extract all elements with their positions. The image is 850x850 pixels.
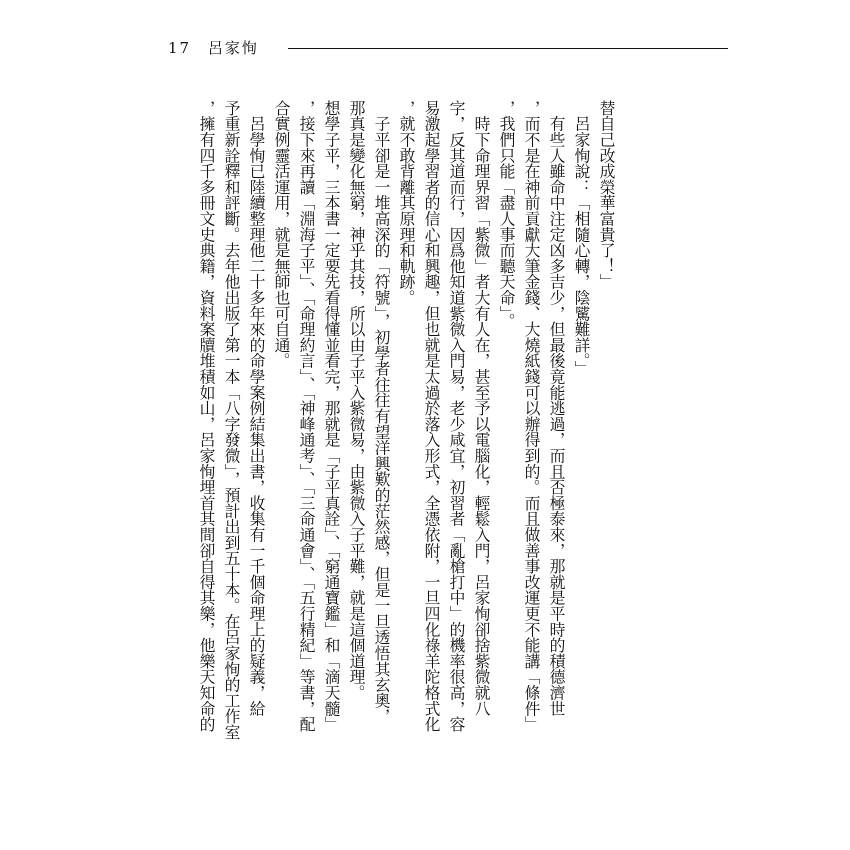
text-column: 字，反其道而行，因爲他知道紫微入門易，老少咸宜，初習者「亂槍打中」的機率很高，容 bbox=[447, 100, 466, 732]
text-column: 合實例靈活運用，就是無師也可自通。 bbox=[272, 100, 291, 369]
text-column: ，就不敢背離其原理和軌跡。 bbox=[397, 100, 416, 306]
text-column: 予重新詮釋和評斷。去年他出版了第一本「八字發微」，預計出到五十本。在呂家恂的工作室 bbox=[222, 100, 241, 740]
text-column: 有些人雖命中注定凶多吉少，但最後竟能逃過，而且否極泰來，那就是平時的積德濟世 bbox=[547, 100, 566, 717]
text-column: 替自己改成榮華富貴了！」 bbox=[597, 100, 616, 290]
text-column: 易激起學習者的信心和興趣，但也就是太過於落入形式，全憑依附，一旦四化祿羊陀格式化 bbox=[422, 100, 441, 732]
text-column: ，擁有四千多冊文史典籍，資料案牘堆積如山，呂家恂埋首其間卻自得其樂，他樂天知命的 bbox=[197, 100, 216, 732]
page-number: 17 bbox=[168, 39, 192, 57]
running-header bbox=[168, 38, 259, 58]
text-column: 呂家恂說：「相隨心轉，陰騭難詳。」 bbox=[572, 100, 591, 377]
text-column: 想學子平，三本書一定要先看得懂並看完，那就是「子平真詮」、「窮通寶鑑」和「滴天髓」 bbox=[322, 100, 341, 732]
text-column: 子平卻是一堆高深的「符號」，初學者往往有望洋興歎的茫然感，但是一旦透悟其玄奧， bbox=[372, 100, 391, 725]
text-column: ，而不是在神前貢獻大筆金錢、大燒紙錢可以辦得到的。而且做善事改運更不能講「條件」 bbox=[522, 100, 541, 732]
text-column: 時下命理界習「紫微」者大有人在，甚至予以電腦化，輕鬆入門，呂家恂卻捨紫微就八 bbox=[472, 100, 491, 717]
text-column: ，我們只能「盡人事而聽天命」。 bbox=[497, 100, 516, 330]
running-title: 呂家恂 bbox=[207, 39, 259, 57]
header-rule bbox=[288, 48, 728, 49]
vertical-text-body bbox=[198, 100, 618, 800]
text-column: 那真是變化無窮，神乎其技，所以由子平入紫微易，由紫微入子平難，就是這個道理。 bbox=[347, 100, 366, 701]
text-column: ，接下來再讀「淵海子平」、「命理約言」、「神峰通考」、「三命通會」、「五行精紀」等書，配 bbox=[297, 100, 316, 732]
text-column: 呂學恂已陸續整理他二十多年來的命學案例結集出書，收集有一千個命理上的疑義，給 bbox=[247, 100, 266, 717]
